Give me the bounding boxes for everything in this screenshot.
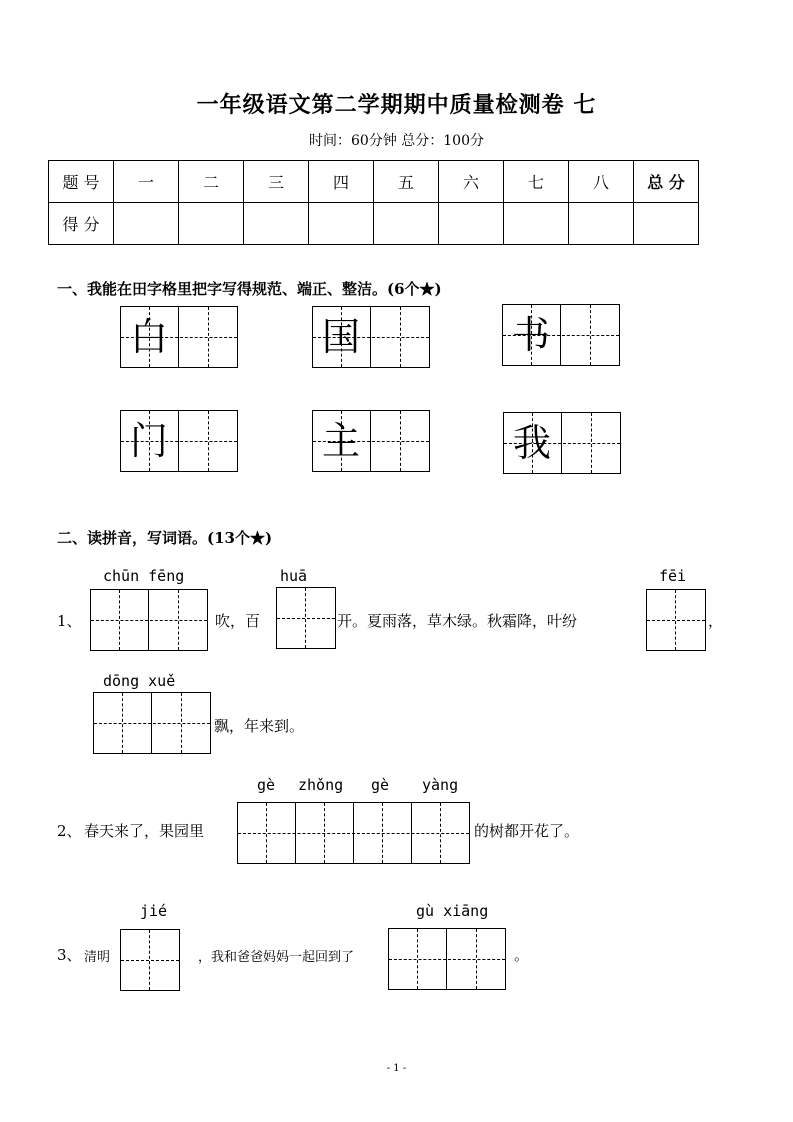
answer-grid[interactable] — [93, 692, 211, 754]
answer-grid[interactable] — [237, 802, 470, 864]
score-table — [48, 160, 699, 245]
sentence-text: 清明 — [84, 950, 111, 965]
pinyin-label: gè — [257, 776, 276, 794]
model-character: 书 — [511, 313, 550, 357]
score-cell[interactable] — [309, 203, 374, 245]
model-character: 国 — [321, 315, 360, 359]
score-cell[interactable] — [504, 203, 569, 245]
col-header: 七 — [504, 161, 569, 203]
sentence-text: 春天来了，果园里 — [84, 822, 205, 840]
col-header-total: 总 分 — [634, 161, 699, 203]
question-number: 3、 — [57, 946, 82, 964]
pinyin-label: dōng xuě — [103, 672, 176, 690]
sentence-text: 飘，年来到。 — [214, 717, 305, 735]
tian-grid-pair[interactable] — [312, 306, 430, 368]
col-header: 八 — [569, 161, 634, 203]
pinyin-label: gù xiāng — [416, 902, 489, 920]
score-cell[interactable] — [179, 203, 244, 245]
pinyin-label: chūn fēng — [103, 567, 185, 585]
row-label-score: 得 分 — [49, 203, 114, 245]
answer-grid[interactable] — [90, 589, 208, 651]
model-character: 我 — [512, 421, 551, 465]
answer-grid[interactable] — [120, 929, 180, 991]
pinyin-label: fēi — [659, 567, 687, 585]
score-cell[interactable] — [114, 203, 179, 245]
score-cell[interactable] — [439, 203, 504, 245]
col-header: 四 — [309, 161, 374, 203]
answer-grid[interactable] — [388, 928, 506, 990]
sentence-text: ，我和爸爸妈妈一起回到了 — [198, 950, 355, 965]
row-label-question: 题 号 — [49, 161, 114, 203]
pinyin-label: gè — [371, 776, 390, 794]
answer-grid[interactable] — [646, 589, 706, 651]
col-header: 五 — [374, 161, 439, 203]
model-character: 主 — [321, 419, 360, 463]
score-cell[interactable] — [634, 203, 699, 245]
exam-info: 时间：60分钟 总分：100分 — [309, 133, 484, 149]
tian-grid-pair[interactable] — [120, 410, 238, 472]
sentence-text: 开。夏雨落，草木绿。秋霜降，叶纷 — [337, 612, 578, 630]
model-character: 门 — [129, 419, 168, 463]
question-number: 1、 — [57, 612, 82, 630]
pinyin-label: jié — [140, 902, 168, 920]
model-character: 白 — [129, 315, 168, 359]
col-header: 三 — [244, 161, 309, 203]
sentence-text: 的树都开花了。 — [474, 822, 580, 840]
score-cell[interactable] — [569, 203, 634, 245]
col-header: 一 — [114, 161, 179, 203]
sentence-text: ， — [708, 612, 724, 630]
table-row — [49, 161, 699, 203]
sentence-text: 吹，百 — [215, 612, 261, 630]
tian-grid-pair[interactable] — [503, 412, 621, 474]
sentence-text: 。 — [514, 946, 530, 964]
tian-grid-pair[interactable] — [120, 306, 238, 368]
col-header: 二 — [179, 161, 244, 203]
section1-heading: 一、我能在田字格里把字写得规范、端正、整洁。(6个★) — [57, 280, 442, 298]
pinyin-label: yàng — [422, 776, 459, 794]
question-number: 2、 — [57, 822, 82, 840]
page-title: 一年级语文第二学期期中质量检测卷 七 — [196, 92, 597, 118]
tian-grid-pair[interactable] — [312, 410, 430, 472]
score-cell[interactable] — [244, 203, 309, 245]
col-header: 六 — [439, 161, 504, 203]
pinyin-label: zhǒng — [298, 776, 344, 794]
score-cell[interactable] — [374, 203, 439, 245]
answer-grid[interactable] — [276, 587, 336, 649]
pinyin-label: huā — [280, 567, 308, 585]
tian-grid-pair[interactable] — [502, 304, 620, 366]
page-number: - 1 - — [386, 1063, 407, 1074]
table-row — [49, 203, 699, 245]
section2-heading: 二、读拼音，写词语。(13个★) — [57, 529, 273, 547]
